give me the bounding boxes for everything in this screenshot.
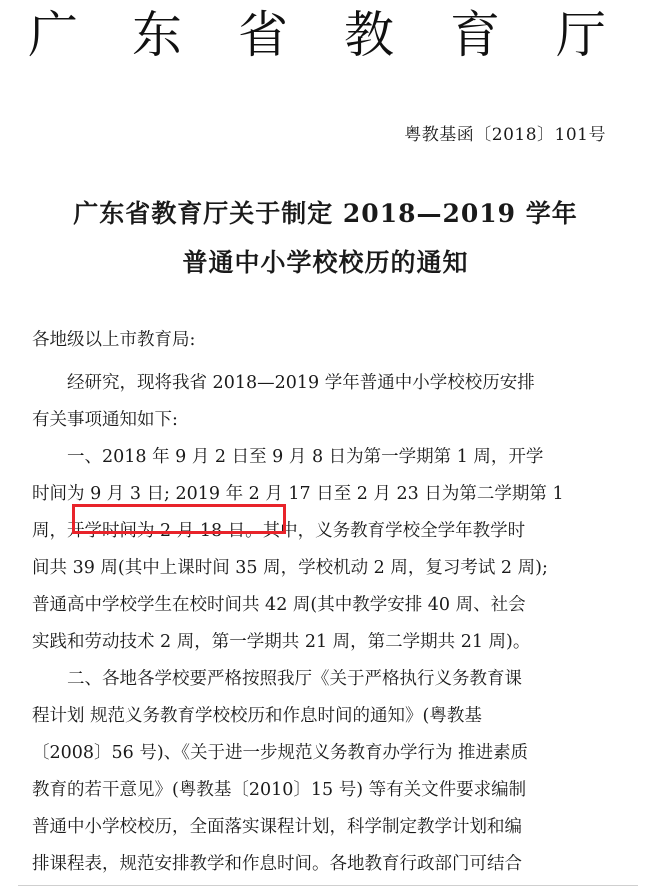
- body-line: 一、2018 年 9 月 2 日至 9 月 8 日为第一学期第 1 周，开学: [32, 447, 544, 467]
- letterhead-char: 东: [132, 6, 182, 64]
- letterhead-char: 育: [450, 6, 500, 64]
- body-line: 实践和劳动技术 2 周，第一学期共 21 周，第二学期共 21 周)。: [32, 632, 531, 652]
- body-line: 有关事项通知如下:: [32, 410, 178, 430]
- body-line: 教育的若干意见》(粤教基〔2010〕15 号) 等有关文件要求编制: [32, 780, 527, 800]
- body-line: 普通中小学校校历，全面落实课程计划，科学制定教学计划和编: [32, 817, 522, 837]
- page-edge-line: [18, 885, 638, 886]
- document-title-line-2: 普通中小学校校历的通知: [182, 248, 469, 277]
- highlight-box: [72, 504, 286, 534]
- letterhead-char: 厅: [556, 6, 606, 64]
- document-title-line-1: 广东省教育厅关于制定 2018—2019 学年: [73, 199, 578, 228]
- body-line: 〔2008〕56 号)、《关于进一步规范义务教育办学行为 推进素质: [32, 743, 529, 763]
- body-line: 经研究，现将我省 2018—2019 学年普通中小学校校历安排: [32, 373, 535, 393]
- body-line: 排课程表，规范安排教学和作息时间。各地教育行政部门可结合: [32, 854, 522, 874]
- body-line: 二、各地各学校要严格按照我厅《关于严格执行义务教育课: [32, 669, 522, 689]
- body-line: 周，开学时间为 2 月 18 日。其中，义务教育学校全学年教学时: [32, 521, 526, 541]
- body-line: 普通高中学校学生在校时间共 42 周(其中教学安排 40 周、社会: [32, 595, 526, 615]
- body-line: 时间为 9 月 3 日; 2019 年 2 月 17 日至 2 月 23 日为第二学期第 1: [32, 484, 564, 504]
- body-line: 间共 39 周(其中上课时间 35 周，学校机动 2 周，复习考试 2 周);: [32, 558, 548, 578]
- letterhead-char: 广: [28, 6, 78, 64]
- letterhead: [0, 6, 651, 64]
- letterhead-char: 教: [344, 6, 394, 64]
- document-number: 粤教基函〔2018〕101号: [404, 125, 606, 145]
- letterhead-char: 省: [238, 6, 288, 64]
- body-line: 各地级以上市教育局:: [32, 330, 196, 350]
- body-line: 程计划 规范义务教育学校校历和作息时间的通知》(粤教基: [32, 706, 482, 726]
